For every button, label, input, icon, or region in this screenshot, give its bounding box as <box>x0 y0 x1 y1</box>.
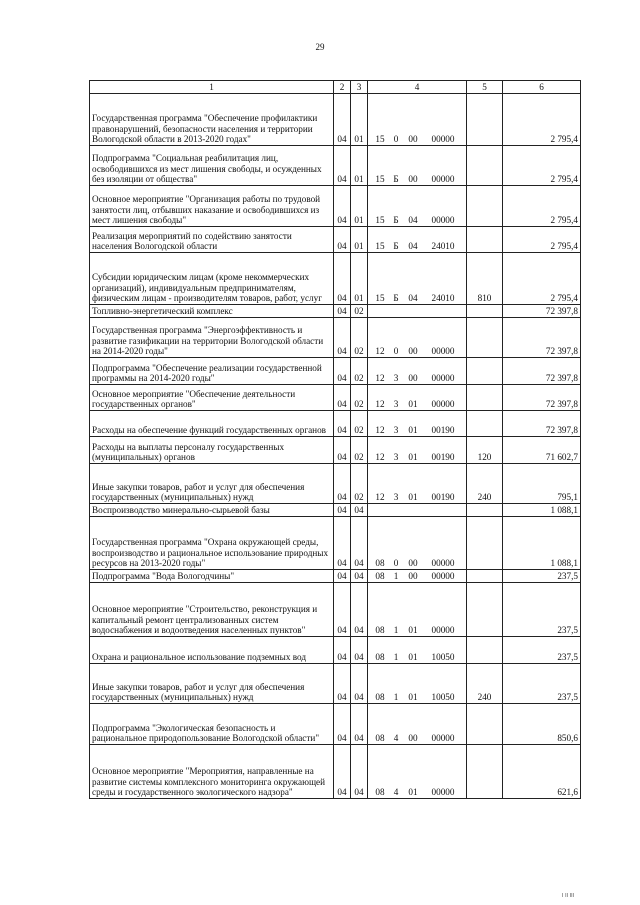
subsection-code-cell: 04 <box>351 583 368 637</box>
item-name-cell: Основное мероприятие "Строительство, реконструкция и капитальный ремонт централизованных систем водоснабжения и водоотведения населенных пунктов" <box>90 583 334 637</box>
table-row <box>90 94 581 146</box>
expense-type-cell <box>467 570 503 583</box>
item-name-cell: Подпрограмма "Социальная реабилитация лиц, освободившихся из мест лишения свободы, и осужденных без изоляции от общества" <box>90 146 334 186</box>
target-article-part: 00 <box>408 134 418 145</box>
target-article-cell <box>368 385 467 411</box>
subsection-code-cell: 04 <box>351 704 368 745</box>
target-article-part: 00190 <box>431 452 455 463</box>
section-code-cell: 04 <box>334 583 351 637</box>
section-code-cell: 04 <box>334 570 351 583</box>
header-cell: 5 <box>467 81 503 94</box>
table-row <box>90 504 581 517</box>
table-row <box>90 186 581 227</box>
target-article-cell <box>368 227 467 253</box>
target-article-part: 08 <box>375 652 385 663</box>
target-article-part: 08 <box>375 733 385 744</box>
target-article-part: 08 <box>375 787 385 798</box>
target-article-cell <box>368 570 467 583</box>
target-article-part: Б <box>393 293 399 304</box>
table-row <box>90 227 581 253</box>
target-article-part: 01 <box>408 399 418 410</box>
table-row <box>90 637 581 664</box>
subsection-code-cell: 01 <box>351 227 368 253</box>
amount-cell: 72 397,8 <box>503 305 581 318</box>
section-code-cell: 04 <box>334 437 351 464</box>
item-name-cell: Основное мероприятие "Обеспечение деятельности государственных органов" <box>90 385 334 411</box>
item-name-cell: Расходы на выплаты персоналу государственных (муниципальных) органов <box>90 437 334 464</box>
item-name-cell: Топливно-энергетический комплекс <box>90 305 334 318</box>
target-article-cell <box>368 664 467 704</box>
table-row <box>90 570 581 583</box>
target-article-part: Б <box>393 215 399 226</box>
amount-cell: 72 397,8 <box>503 318 581 358</box>
amount-cell: 621,6 <box>503 745 581 799</box>
target-article-part: 00 <box>408 346 418 357</box>
target-article-cell <box>368 253 467 305</box>
header-cell: 1 <box>90 81 334 94</box>
subsection-code-cell: 01 <box>351 186 368 227</box>
section-code-cell: 04 <box>334 385 351 411</box>
target-article-part: 00000 <box>431 215 455 226</box>
amount-cell: 71 602,7 <box>503 437 581 464</box>
section-code-cell: 04 <box>334 637 351 664</box>
target-article-part: 08 <box>375 692 385 703</box>
target-article-part: 01 <box>408 452 418 463</box>
section-code-cell: 04 <box>334 94 351 146</box>
budget-table <box>89 80 581 799</box>
target-article-cell <box>368 704 467 745</box>
section-code-cell: 04 <box>334 504 351 517</box>
subsection-code-cell: 04 <box>351 517 368 570</box>
header-cell: 4 <box>368 81 467 94</box>
expense-type-cell <box>467 358 503 385</box>
header-cell: 3 <box>351 81 368 94</box>
expense-type-cell: 810 <box>467 253 503 305</box>
item-name-cell: Иные закупки товаров, работ и услуг для обеспечения государственных (муниципальных) нужд <box>90 664 334 704</box>
target-article-part: 01 <box>408 692 418 703</box>
target-article-part: 01 <box>408 652 418 663</box>
subsection-code-cell: 02 <box>351 411 368 437</box>
section-code-cell: 04 <box>334 227 351 253</box>
amount-cell: 850,6 <box>503 704 581 745</box>
table-row <box>90 253 581 305</box>
subsection-code-cell: 02 <box>351 358 368 385</box>
target-article-cell <box>368 464 467 504</box>
target-article-cell <box>368 583 467 637</box>
target-article-part: 00000 <box>431 625 455 636</box>
item-name-cell: Субсидии юридическим лицам (кроме некоммерческих организаций), индивидуальным предпринимателям, физическим лицам - производителям товаров, работ, услуг <box>90 253 334 305</box>
target-article-cell <box>368 437 467 464</box>
target-article-part: 3 <box>393 399 399 410</box>
subsection-code-cell: 04 <box>351 745 368 799</box>
target-article-part: 00 <box>408 558 418 569</box>
table-row <box>90 358 581 385</box>
table-row <box>90 664 581 704</box>
section-code-cell: 04 <box>334 253 351 305</box>
target-article-part: 01 <box>408 492 418 503</box>
table-row <box>90 745 581 799</box>
target-article-part: 1 <box>393 652 399 663</box>
amount-cell: 72 397,8 <box>503 411 581 437</box>
item-name-cell: Иные закупки товаров, работ и услуг для обеспечения государственных (муниципальных) нужд <box>90 464 334 504</box>
item-name-cell: Государственная программа "Обеспечение профилактики правонарушений, безопасности населения и территории Вологодской области в 2013-2020 годах" <box>90 94 334 146</box>
target-article-part: 12 <box>375 452 385 463</box>
subsection-code-cell: 01 <box>351 146 368 186</box>
table-row <box>90 318 581 358</box>
scan-mark: I II III <box>562 893 575 899</box>
target-article-part: 00000 <box>431 134 455 145</box>
target-article-part: 3 <box>393 492 399 503</box>
amount-cell: 72 397,8 <box>503 358 581 385</box>
expense-type-cell <box>467 186 503 227</box>
subsection-code-cell: 02 <box>351 385 368 411</box>
target-article-part: 1 <box>393 625 399 636</box>
target-article-part: 24010 <box>431 241 455 252</box>
expense-type-cell <box>467 637 503 664</box>
table-row <box>90 437 581 464</box>
target-article-part: 3 <box>393 452 399 463</box>
expense-type-cell <box>467 745 503 799</box>
amount-cell: 237,5 <box>503 664 581 704</box>
subsection-code-cell: 04 <box>351 570 368 583</box>
target-article-part: 12 <box>375 373 385 384</box>
section-code-cell: 04 <box>334 186 351 227</box>
target-article-part: 0 <box>393 558 399 569</box>
subsection-code-cell: 02 <box>351 437 368 464</box>
subsection-code-cell: 02 <box>351 318 368 358</box>
target-article-part: 4 <box>393 733 399 744</box>
target-article-part: 00000 <box>431 346 455 357</box>
target-article-part: 01 <box>408 625 418 636</box>
target-article-part: 12 <box>375 492 385 503</box>
target-article-part: 01 <box>408 787 418 798</box>
expense-type-cell <box>467 227 503 253</box>
expense-type-cell <box>467 517 503 570</box>
expense-type-cell <box>467 305 503 318</box>
target-article-part: 04 <box>408 293 418 304</box>
target-article-cell <box>368 318 467 358</box>
target-article-part: 00 <box>408 373 418 384</box>
section-code-cell: 04 <box>334 745 351 799</box>
table-row <box>90 704 581 745</box>
item-name-cell: Расходы на обеспечение функций государственных органов <box>90 411 334 437</box>
item-name-cell: Подпрограмма "Вода Вологодчины" <box>90 570 334 583</box>
table-row <box>90 385 581 411</box>
target-article-part: 15 <box>375 241 385 252</box>
item-name-cell: Государственная программа "Охрана окружающей среды, воспроизводство и рациональное использование природных ресурсов на 2013-2020 годы" <box>90 517 334 570</box>
expense-type-cell <box>467 411 503 437</box>
expense-type-cell: 120 <box>467 437 503 464</box>
target-article-part: 0 <box>393 134 399 145</box>
table-row <box>90 517 581 570</box>
section-code-cell: 04 <box>334 411 351 437</box>
target-article-part: 12 <box>375 346 385 357</box>
subsection-code-cell: 02 <box>351 464 368 504</box>
target-article-part: 04 <box>408 241 418 252</box>
item-name-cell: Подпрограмма "Обеспечение реализации государственной программы на 2014-2020 годы" <box>90 358 334 385</box>
amount-cell: 795,1 <box>503 464 581 504</box>
target-article-part: 00000 <box>431 733 455 744</box>
target-article-part: 00000 <box>431 787 455 798</box>
target-article-part: 4 <box>393 787 399 798</box>
amount-cell: 237,5 <box>503 570 581 583</box>
amount-cell: 2 795,4 <box>503 227 581 253</box>
target-article-cell <box>368 637 467 664</box>
target-article-part: Б <box>393 174 399 185</box>
target-article-cell <box>368 504 467 517</box>
target-article-part: 04 <box>408 215 418 226</box>
section-code-cell: 04 <box>334 464 351 504</box>
target-article-cell <box>368 411 467 437</box>
target-article-part: 12 <box>375 425 385 436</box>
item-name-cell: Основное мероприятие "Организация работы по трудовой занятости лиц, отбывших наказание и освободившихся из мест лишения свободы" <box>90 186 334 227</box>
page-number: 29 <box>315 42 325 52</box>
amount-cell: 2 795,4 <box>503 94 581 146</box>
section-code-cell: 04 <box>334 358 351 385</box>
target-article-cell <box>368 305 467 318</box>
target-article-part: 3 <box>393 373 399 384</box>
target-article-part: 00 <box>408 174 418 185</box>
target-article-part: 08 <box>375 571 385 582</box>
expense-type-cell: 240 <box>467 464 503 504</box>
table-row <box>90 305 581 318</box>
table-row <box>90 583 581 637</box>
header-cell: 2 <box>334 81 351 94</box>
item-name-cell: Реализация мероприятий по содействию занятости населения Вологодской области <box>90 227 334 253</box>
target-article-part: 1 <box>393 571 399 582</box>
target-article-part: 01 <box>408 425 418 436</box>
target-article-part: 00 <box>408 733 418 744</box>
target-article-part: 08 <box>375 558 385 569</box>
amount-cell: 237,5 <box>503 637 581 664</box>
subsection-code-cell: 04 <box>351 664 368 704</box>
target-article-part: 00000 <box>431 373 455 384</box>
target-article-part: 15 <box>375 293 385 304</box>
item-name-cell: Воспроизводство минерально-сырьевой базы <box>90 504 334 517</box>
subsection-code-cell: 01 <box>351 253 368 305</box>
amount-cell: 1 088,1 <box>503 504 581 517</box>
target-article-part: 0 <box>393 346 399 357</box>
target-article-part: 24010 <box>431 293 455 304</box>
expense-type-cell <box>467 146 503 186</box>
expense-type-cell <box>467 704 503 745</box>
target-article-part: 00190 <box>431 425 455 436</box>
target-article-part: 3 <box>393 425 399 436</box>
target-article-part: 00190 <box>431 492 455 503</box>
amount-cell: 2 795,4 <box>503 146 581 186</box>
amount-cell: 72 397,8 <box>503 385 581 411</box>
target-article-part: 10050 <box>431 652 455 663</box>
target-article-part: 15 <box>375 134 385 145</box>
target-article-part: 00000 <box>431 174 455 185</box>
section-code-cell: 04 <box>334 517 351 570</box>
expense-type-cell <box>467 504 503 517</box>
item-name-cell: Подпрограмма "Экологическая безопасность и рациональное природопользование Вологодской области" <box>90 704 334 745</box>
expense-type-cell: 240 <box>467 664 503 704</box>
target-article-part: 00000 <box>431 399 455 410</box>
target-article-cell <box>368 358 467 385</box>
target-article-part: 08 <box>375 625 385 636</box>
section-code-cell: 04 <box>334 318 351 358</box>
table-row <box>90 464 581 504</box>
target-article-part: 00 <box>408 571 418 582</box>
header-row <box>90 81 581 94</box>
expense-type-cell <box>467 583 503 637</box>
subsection-code-cell: 02 <box>351 305 368 318</box>
subsection-code-cell: 01 <box>351 94 368 146</box>
section-code-cell: 04 <box>334 704 351 745</box>
target-article-part: 00000 <box>431 558 455 569</box>
amount-cell: 2 795,4 <box>503 186 581 227</box>
item-name-cell: Основное мероприятие "Мероприятия, направленные на развитие системы комплексного мониторинга окружающей среды и государственного экологического надзора" <box>90 745 334 799</box>
target-article-cell <box>368 745 467 799</box>
item-name-cell: Охрана и рациональное использование подземных вод <box>90 637 334 664</box>
target-article-part: 00000 <box>431 571 455 582</box>
subsection-code-cell: 04 <box>351 637 368 664</box>
target-article-part: 1 <box>393 692 399 703</box>
expense-type-cell <box>467 318 503 358</box>
section-code-cell: 04 <box>334 146 351 186</box>
amount-cell: 237,5 <box>503 583 581 637</box>
target-article-part: 15 <box>375 215 385 226</box>
target-article-cell <box>368 94 467 146</box>
section-code-cell: 04 <box>334 664 351 704</box>
expense-type-cell <box>467 94 503 146</box>
section-code-cell: 04 <box>334 305 351 318</box>
target-article-cell <box>368 186 467 227</box>
target-article-part: 15 <box>375 174 385 185</box>
target-article-part: 10050 <box>431 692 455 703</box>
item-name-cell: Государственная программа "Энергоэффективность и развитие газификации на территории Вологодской области на 2014-2020 годы" <box>90 318 334 358</box>
target-article-cell <box>368 146 467 186</box>
header-cell: 6 <box>503 81 581 94</box>
amount-cell: 1 088,1 <box>503 517 581 570</box>
expense-type-cell <box>467 385 503 411</box>
target-article-part: 12 <box>375 399 385 410</box>
target-article-cell <box>368 517 467 570</box>
subsection-code-cell: 04 <box>351 504 368 517</box>
table-row <box>90 146 581 186</box>
table-row <box>90 411 581 437</box>
amount-cell: 2 795,4 <box>503 253 581 305</box>
target-article-part: Б <box>393 241 399 252</box>
